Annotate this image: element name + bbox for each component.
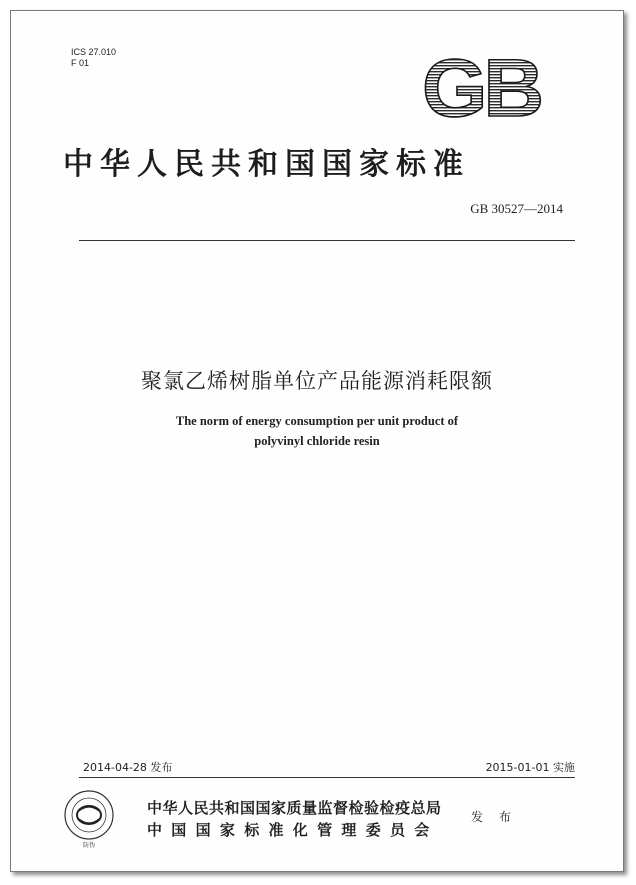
top-divider <box>79 240 575 241</box>
seal-text: 防伪 <box>82 842 96 849</box>
issue-date: 2014-04-28 发布 <box>83 761 173 774</box>
gb-logo-icon <box>419 53 543 123</box>
ics-code: ICS 27.010 <box>71 47 117 57</box>
category-code: F 01 <box>71 58 90 68</box>
gb-logo-text: GB <box>422 53 541 123</box>
implementation-date: 2015-01-01 实施 <box>485 761 575 774</box>
english-title-line-1: The norm of energy consumption per unit product of <box>175 414 459 428</box>
standard-cover-page <box>10 10 624 872</box>
national-standard-title: 中华人民共和国国家标准 <box>63 147 470 182</box>
authority-sac: 中国国家标准化管理委员会 <box>147 821 439 839</box>
english-title-line-2: polyvinyl chloride resin <box>254 434 380 448</box>
chinese-title: 聚氯乙烯树脂单位产品能源消耗限额 <box>141 369 493 393</box>
publish-label: 发 布 <box>471 810 517 824</box>
standard-number: GB 30527—2014 <box>470 201 563 216</box>
bottom-divider <box>79 777 575 778</box>
anti-counterfeit-seal-icon <box>61 789 117 851</box>
authority-aqsiq: 中华人民共和国国家质量监督检验检疫总局 <box>147 799 442 817</box>
ics-classification <box>71 47 116 69</box>
